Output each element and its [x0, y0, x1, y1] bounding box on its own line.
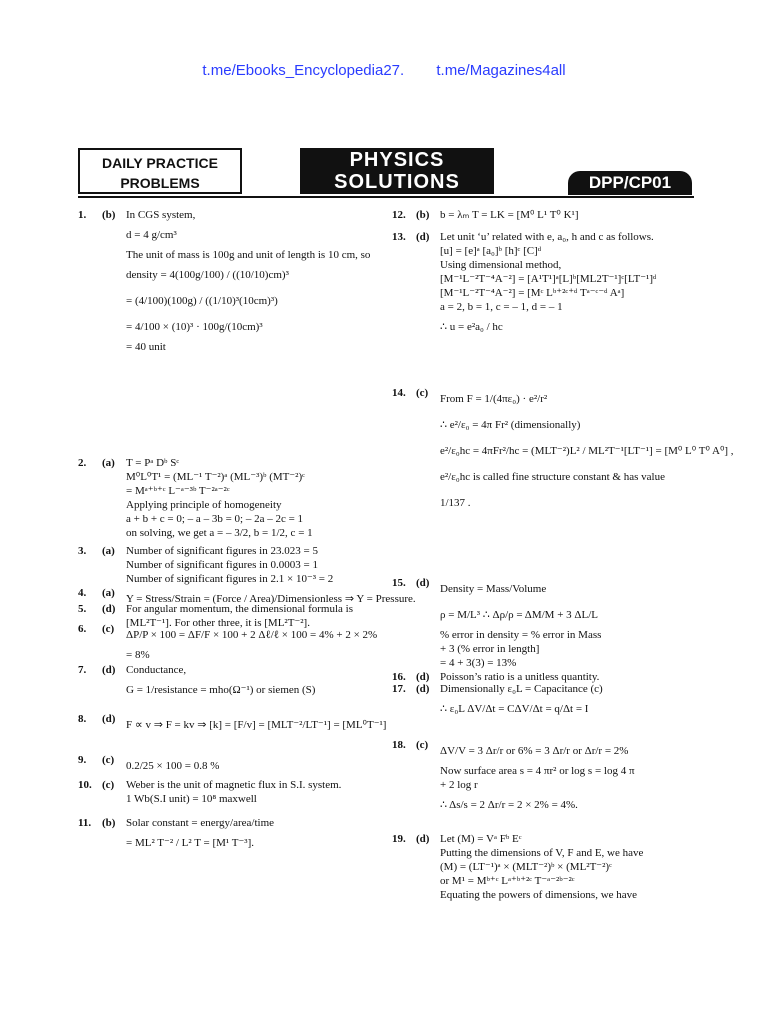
- solution-line: M⁰L⁰T¹ = (ML⁻¹ T⁻²)ᵃ (ML⁻³)ᵇ (MT⁻²)ᶜ: [126, 471, 305, 483]
- solution-line: [ML²T⁻¹]. For other three, it is [ML²T⁻²].: [126, 617, 310, 629]
- answer-option: (b): [416, 209, 430, 221]
- answer-option: (d): [416, 577, 430, 589]
- solution-line: Let (M) = Vᵃ Fᵇ Eᶜ: [440, 833, 522, 845]
- answer-option: (c): [102, 754, 115, 766]
- solution-item: [392, 208, 742, 222]
- question-number: 1.: [78, 209, 87, 221]
- question-number: 10.: [78, 779, 92, 791]
- solution-line: b = λₘ T = LK = [M⁰ L¹ T⁰ K¹]: [440, 209, 579, 221]
- solution-item: [392, 832, 742, 902]
- solution-line: or M¹ = Mᵇ⁺ᶜ Lᵃ⁺ᵇ⁺²ᶜ T⁻ᵃ⁻²ᵇ⁻²ᶜ: [440, 875, 575, 887]
- solution-line: = 4 + 3(3) = 13%: [440, 657, 517, 669]
- solution-line: + 2 log r: [440, 779, 478, 791]
- solution-line: 0.2/25 × 100 = 0.8 %: [126, 760, 220, 772]
- solution-line: ΔP/P × 100 = ΔF/F × 100 + 2 Δℓ/ℓ × 100 = 4% + 2 × 2%: [126, 629, 378, 641]
- subject-title-box: [300, 148, 494, 194]
- solution-line: = Mᵃ⁺ᵇ⁺ᶜ L⁻ᵃ⁻³ᵇ T⁻²ᵃ⁻²ᶜ: [126, 485, 230, 497]
- solution-line: (M) = (LT⁻¹)ᵃ × (MLT⁻²)ᵇ × (ML²T⁻²)ᶜ: [440, 861, 612, 873]
- solution-line: = 8%: [126, 649, 150, 661]
- question-number: 8.: [78, 713, 87, 725]
- answer-option: (b): [102, 209, 116, 221]
- solution-line: ∴ u = e²a₀ / hc: [440, 321, 503, 333]
- ebooks-link[interactable]: t.me/Ebooks_Encyclopedia27.: [202, 62, 405, 79]
- solution-item: [392, 386, 742, 516]
- answer-option: (d): [102, 664, 116, 676]
- question-number: 19.: [392, 833, 406, 845]
- question-number: 17.: [392, 683, 406, 695]
- solution-line: on solving, we get a = – 3/2, b = 1/2, c = 1: [126, 527, 313, 539]
- subject-line-1: PHYSICS: [349, 149, 445, 171]
- solution-item: [392, 230, 742, 340]
- answer-option: (d): [416, 671, 430, 683]
- dpp-line-1: DAILY PRACTICE: [102, 155, 218, 171]
- solution-line: F ∝ v ⇒ F = kv ⇒ [k] = [F/v] = [MLT⁻²/LT⁻¹] = [ML⁰T⁻¹]: [126, 719, 387, 731]
- question-number: 6.: [78, 623, 87, 635]
- question-number: 16.: [392, 671, 406, 683]
- solution-line: ∴ Δs/s = 2 Δr/r = 2 × 2% = 4%.: [440, 799, 578, 811]
- question-number: 18.: [392, 739, 406, 751]
- subject-line-2: SOLUTIONS: [334, 171, 460, 193]
- solution-item: [78, 816, 428, 856]
- question-number: 4.: [78, 587, 87, 599]
- solution-item: [78, 456, 428, 540]
- solution-line: 1 Wb(S.I unit) = 10⁸ maxwell: [126, 793, 257, 805]
- answer-option: (c): [102, 623, 115, 635]
- solution-line: Equating the powers of dimensions, we have: [440, 889, 638, 901]
- solution-line: T = Pᵃ Dᵇ Sᶜ: [126, 457, 180, 469]
- solution-item: [78, 663, 428, 703]
- solution-line: = 40 unit: [126, 341, 166, 353]
- question-number: 12.: [392, 209, 406, 221]
- dpp-code-badge: DPP/CP01: [568, 171, 692, 195]
- question-number: 5.: [78, 603, 87, 615]
- solution-line: ∴ e²/ε₀ = 4π Fr² (dimensionally): [440, 419, 581, 431]
- solution-line: For angular momentum, the dimensional formula is: [126, 603, 353, 615]
- solution-line: 1/137 .: [440, 497, 471, 509]
- solution-line: + 3 (% error in length]: [440, 643, 540, 655]
- solution-line: Density = Mass/Volume: [440, 583, 547, 595]
- answer-option: (d): [102, 713, 116, 725]
- solution-line: Now surface area s = 4 πr² or log s = log 4 π: [440, 765, 635, 777]
- solution-item: [392, 682, 742, 722]
- solution-line: [M⁻¹L⁻²T⁻⁴A⁻²] = [Mᶜ Lᵇ⁺²ᶜ⁺ᵈ Tᵃ⁻ᶜ⁻ᵈ Aᵃ]: [440, 287, 625, 299]
- solution-item: [78, 753, 428, 779]
- solution-line: Number of significant figures in 23.023 = 5: [126, 545, 318, 557]
- question-number: 13.: [392, 231, 406, 243]
- solution-line: = ML² T⁻² / L² T = [M¹ T⁻³].: [126, 837, 255, 849]
- solution-item: [78, 712, 428, 738]
- magazines-link[interactable]: t.me/Magazines4all: [436, 62, 566, 79]
- solution-line: The unit of mass is 100g and unit of length is 10 cm, so: [126, 249, 371, 261]
- answer-option: (b): [102, 817, 116, 829]
- question-number: 11.: [78, 817, 92, 829]
- solution-line: In CGS system,: [126, 209, 196, 221]
- solution-item: [392, 576, 742, 670]
- question-number: 7.: [78, 664, 87, 676]
- solution-line: Let unit ‘u’ related with e, a₀, h and c as follows.: [440, 231, 654, 243]
- answer-option: (c): [416, 387, 429, 399]
- solution-item: [78, 208, 428, 354]
- solution-item: [78, 544, 428, 586]
- answer-option: (a): [102, 457, 115, 469]
- solution-line: Solar constant = energy/area/time: [126, 817, 275, 829]
- solution-line: Conductance,: [126, 664, 187, 676]
- solution-line: ρ = M/L³ ∴ Δρ/ρ = ΔM/M + 3 ΔL/L: [440, 609, 598, 621]
- dpp-title-box: [78, 148, 242, 194]
- question-number: 2.: [78, 457, 87, 469]
- solution-line: Putting the dimensions of V, F and E, we have: [440, 847, 644, 859]
- solution-item: [78, 778, 428, 806]
- answer-option: (d): [416, 231, 430, 243]
- solution-line: % error in density = % error in Mass: [440, 629, 602, 641]
- solution-line: Using dimensional method,: [440, 259, 562, 271]
- answer-option: (d): [102, 603, 116, 615]
- question-number: 15.: [392, 577, 406, 589]
- telegram-links: [0, 62, 768, 79]
- solution-line: Number of significant figures in 2.1 × 10⁻³ = 2: [126, 573, 334, 585]
- solution-line: density = 4(100g/100) / ((10/10)cm)³: [126, 269, 289, 281]
- answer-option: (a): [102, 587, 115, 599]
- solution-line: From F = 1/(4πε₀) · e²/r²: [440, 393, 548, 405]
- solution-line: Number of significant figures in 0.0003 = 1: [126, 559, 318, 571]
- solution-line: Y = Stress/Strain = (Force / Area)/Dimensionless ⇒ Y = Pressure.: [126, 593, 416, 605]
- question-number: 9.: [78, 754, 87, 766]
- solution-line: = 4/100 × (10)³ · 100g/(10cm)³: [126, 321, 263, 333]
- solution-line: Applying principle of homogeneity: [126, 499, 282, 511]
- answer-option: (d): [416, 683, 430, 695]
- solution-line: [M⁻¹L⁻²T⁻⁴A⁻²] = [A¹T¹]ᵃ[L]ᵇ[ML2T⁻¹]ᶜ[LT⁻¹]ᵈ: [440, 273, 657, 285]
- solution-line: Weber is the unit of magnetic flux in S.I. system.: [126, 779, 342, 791]
- solution-item: [392, 738, 742, 818]
- solution-line: [u] = [e]ᵃ [a₀]ᵇ [h]ᶜ [C]ᵈ: [440, 245, 542, 257]
- solution-line: e²/ε₀hc = 4πFr²/hc = (MLT⁻²)L² / ML²T⁻¹[LT⁻¹] = [M⁰ L⁰ T⁰ A⁰] ,: [440, 445, 734, 457]
- solution-item: [78, 622, 428, 662]
- question-number: 3.: [78, 545, 87, 557]
- answer-option: (a): [102, 545, 115, 557]
- header-divider: [78, 196, 694, 198]
- solution-line: ΔV/V = 3 Δr/r or 6% = 3 Δr/r or Δr/r = 2%: [440, 745, 629, 757]
- solution-line: d = 4 g/cm³: [126, 229, 177, 241]
- question-number: 14.: [392, 387, 406, 399]
- solution-line: a = 2, b = 1, c = – 1, d = – 1: [440, 301, 563, 313]
- dpp-line-2: PROBLEMS: [120, 175, 200, 191]
- solution-line: e²/ε₀hc is called fine structure constant & has value: [440, 471, 665, 483]
- solution-line: G = 1/resistance = mho(Ω⁻¹) or siemen (S): [126, 684, 316, 696]
- solution-line: = (4/100)(100g) / ((1/10)³(10cm)³): [126, 295, 278, 307]
- solution-line: ∴ ε₀L ΔV/Δt = CΔV/Δt = q/Δt = I: [440, 703, 589, 715]
- answer-option: (c): [102, 779, 115, 791]
- solution-line: a + b + c = 0; – a – 3b = 0; – 2a – 2c = 1: [126, 513, 304, 525]
- answer-option: (c): [416, 739, 429, 751]
- answer-option: (d): [416, 833, 430, 845]
- solution-line: Dimensionally ε₀L = Capacitance (c): [440, 683, 603, 695]
- solution-line: Poisson’s ratio is a unitless quantity.: [440, 671, 600, 683]
